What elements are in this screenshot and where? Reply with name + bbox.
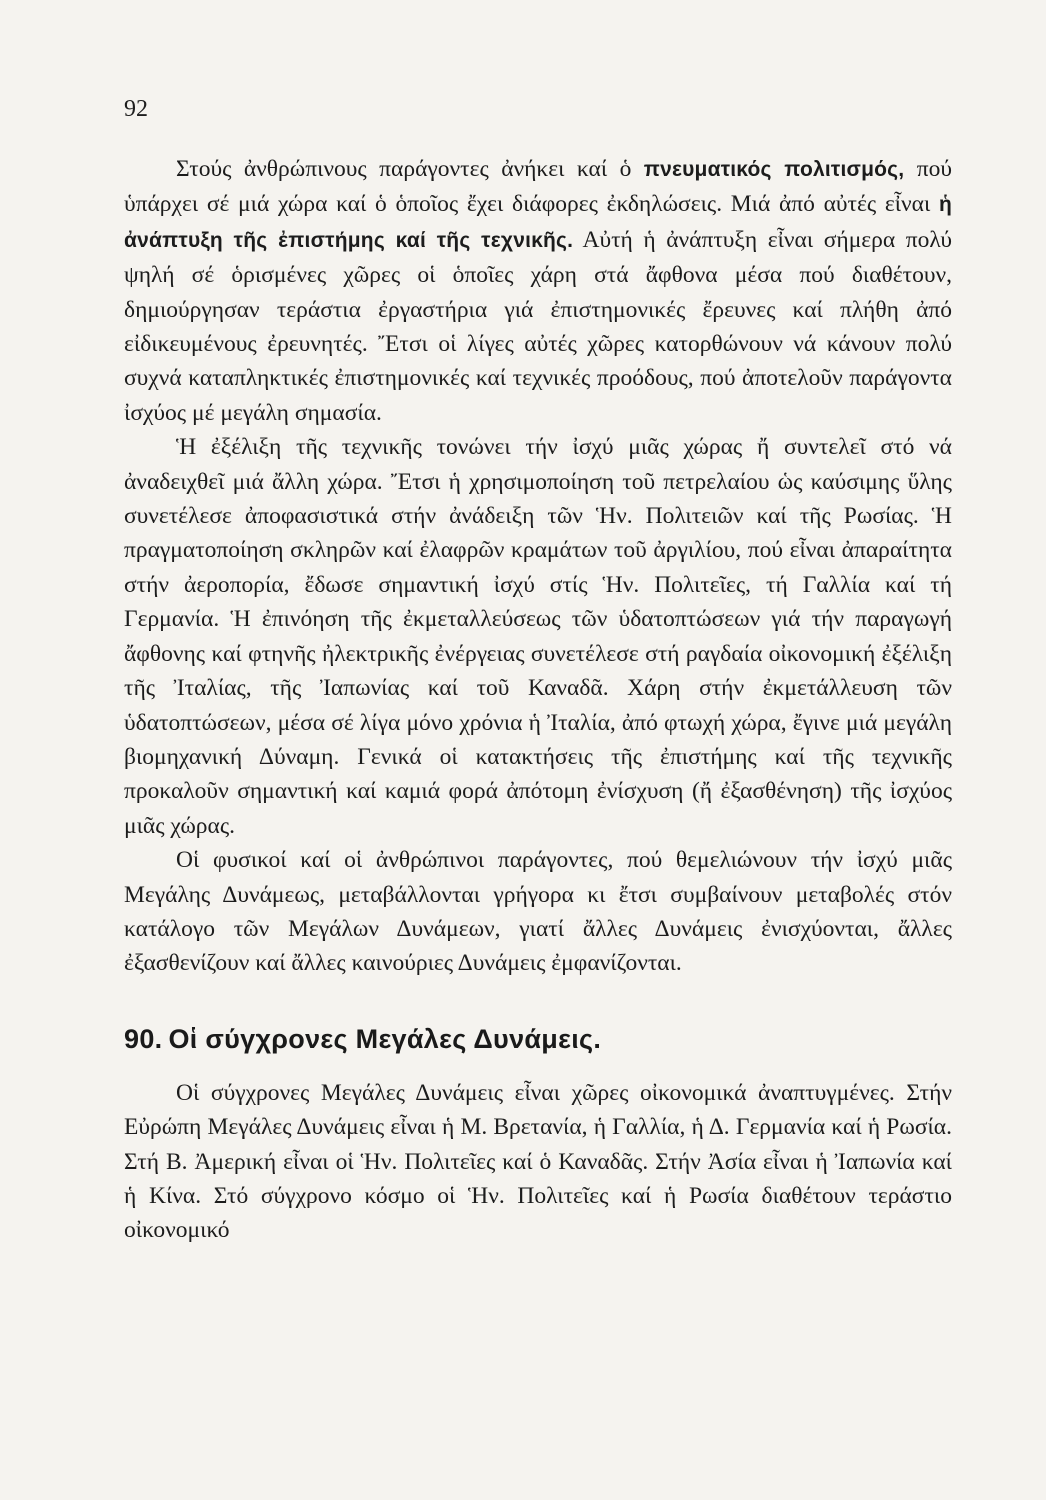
paragraph-text: Στούς ἀνθρώπινους παράγοντες ἀνήκει καί ὁ	[176, 156, 644, 182]
paragraph-changing-powers: Οἱ φυσικοί καί οἱ ἀνθρώπινοι παράγοντες, πού θεμελιώνουν τήν ἰσχύ μιᾶς Μεγάλης Δυνάμεως, μεταβάλλονται γρήγορα κι ἔτσι συμβαίνουν μεταβολές στόν κατάλογο τῶν Μεγάλων Δυνάμεων, γιατί ἄλλες Δυνάμεις ἐνισχύονται, ἄλλες ἐξασθενίζουν καί ἄλλες καινούριες Δυνάμεις ἐμφανίζονται.	[124, 847, 952, 977]
paragraph-modern-powers: Οἱ σύγχρονες Μεγάλες Δυνάμεις εἶναι χῶρες οἰκονομικά ἀναπτυγμένες. Στήν Εὐρώπη Μεγάλες Δυνάμεις εἶναι ἡ Μ. Βρετανία, ἡ Γαλλία, ἡ Δ. Γερμανία καί ἡ Ρωσία. Στή Β. Ἀμερική εἶναι οἱ Ἡν. Πολιτεῖες καί ὁ Καναδᾶς. Στήν Ἀσία εἶναι ἡ Ἰαπωνία καί ἡ Κίνα. Στό σύγχρονο κόσμο οἱ Ἡν. Πολιτεῖες καί ἡ Ρωσία διαθέτουν τεράστιο οἰκονομικό	[124, 1079, 952, 1244]
paragraph-technical-evolution: Ἡ ἐξέλιξη τῆς τεχνικῆς τονώνει τήν ἰσχύ μιᾶς χώρας ἤ συντελεῖ στό νά ἀναδειχθεῖ μιά ἄλλη χώρα. Ἔτσι ἡ χρησιμοποίηση τοῦ πετρελαίου ὡς καύσιμης ὕλης συνετέλεσε ἀποφασιστικά στήν ἀνάδειξη τῶν Ἡν. Πολιτειῶν καί τῆς Ρωσίας. Ἡ πραγματοποίηση σκληρῶν καί ἐλαφρῶν κραμάτων τοῦ ἀργιλίου, πού εἶναι ἀπαραίτητα στήν ἀεροπορία, ἔδωσε σημαντική ἰσχύ στίς Ἡν. Πολιτεῖες, τή Γαλλία καί τή Γερμανία. Ἡ ἐπινόηση τῆς ἐκμεταλλεύσεως τῶν ὑδατοπτώσεων γιά τήν παραγωγή ἄφθονης καί φτηνῆς ἠλεκτρικῆς ἐνέργειας συνετέλεσε στή ραγδαία οἰκονομική ἐξέλιξη τῆς Ἰταλίας, τῆς Ἰαπωνίας καί τοῦ Καναδᾶ. Χάρη στήν ἐκμετάλλευση τῶν ὑδατοπτώσεων, μέσα σέ λίγα μόνο χρόνια ἡ Ἰταλία, ἀπό φτωχή χώρα, ἔγινε μιά μεγάλη βιομηχανική Δύναμη. Γενικά οἱ κατακτήσεις τῆς ἐπιστήμης καί τῆς τεχνικῆς προκαλοῦν σημαντική καί καμιά φορά ἀπότομη ἐνίσχυση (ἤ ἐξασθένηση) τῆς ἰσχύος μιᾶς χώρας.	[124, 434, 952, 839]
paragraph-text: πού ὑπάρχει σέ μιά χώρα καί ὁ ὁποῖος ἔχει διάφορες ἐκδηλώσεις. Μιά ἀπό αὐτές εἶναι	[124, 156, 953, 218]
bold-term: ἡ ἀνάπτυξη τῆς ἐπιστήμης καί τῆς τεχνικῆς.	[124, 193, 952, 252]
page-number: 92	[124, 96, 148, 122]
section-heading	[124, 1022, 952, 1056]
section-title: Οἱ σύγχρονες Μεγάλες Δυνάμεις.	[168, 1023, 602, 1054]
paragraph-intellectual-culture	[124, 152, 952, 430]
section-number: 90.	[124, 1023, 163, 1054]
bold-term: πνευματικός πολιτισμός,	[643, 158, 905, 181]
paragraph-text: Αὐτή ἡ ἀνάπτυξη εἶναι σήμερα πολύ ψηλή σέ ὁρισμένες χῶρες οἱ ὁποῖες χάρη στά ἄφθονα μέσα πού διαθέτουν, δημιούργησαν τεράστια ἐργαστήρια γιά ἐπιστημονικές ἔρευνες καί πλήθη ἀπό εἰδικευμένους ἐρευνητές. Ἔτσι οἱ λίγες αὐτές χῶρες κατορθώνουν νά κάνουν πολύ συχνά καταπληκτικές ἐπιστημονικές καί τεχνικές προόδους, πού ἀποτελοῦν παράγοντα ἰσχύος μέ μεγάλη σημασία.	[124, 226, 952, 426]
page-body	[124, 152, 952, 1248]
